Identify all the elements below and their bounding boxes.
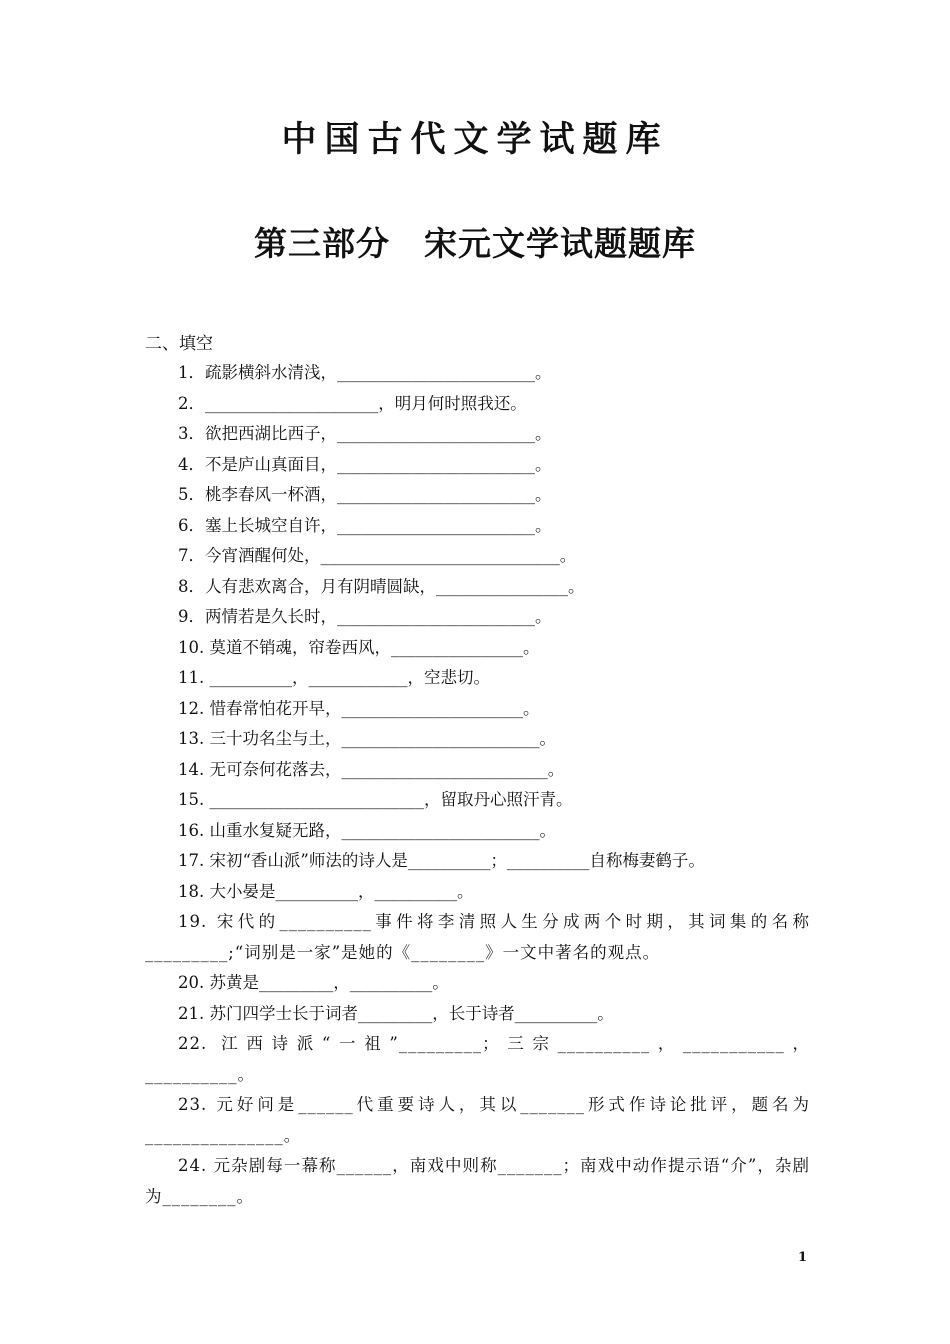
question-item: 4．不是庐山真面目，________________________。 (178, 454, 552, 474)
question-item: 2．_____________________，明月何时照我还。 (178, 393, 527, 413)
question-item: 14. 无可奈何花落去，_________________________。 (178, 759, 565, 779)
question-item: 22. 江西诗派“一祖”_________；三宗__________，___________，__________。 (145, 1034, 810, 1084)
page-number: 1 (798, 1250, 808, 1265)
question-item: 3．欲把西湖比西子，________________________。 (178, 424, 552, 443)
question-item: 5．桃李春风一杯酒，________________________。 (178, 485, 552, 504)
document-subtitle: 第三部分 宋元文学试题题库 (254, 224, 696, 263)
question-item: 12. 惜春常怕花开早，______________________。 (178, 698, 540, 718)
question-item: 8．人有悲欢离合，月有阴晴圆缺，________________。 (178, 576, 585, 596)
question-item: 20. 苏黄是_________，__________。 (178, 973, 449, 992)
question-item: 21. 苏门四学士长于词者_________，长于诗者__________。 (178, 1003, 614, 1023)
question-item: 19. 宋代的__________事件将李清照人生分成两个时期，其词集的名称_________;“词别是一家”是她的《________》一文中著名的观点。 (145, 912, 810, 962)
question-item: 15. __________________________，留取丹心照汗青。 (178, 790, 573, 809)
question-item: 9．两情若是久长时，________________________。 (178, 607, 552, 626)
section-heading: 二、填空 (145, 334, 213, 354)
question-item: 11. __________，____________，空悲切。 (178, 668, 490, 687)
document-title: 中国古代文学试题库 (281, 119, 669, 160)
question-list (145, 358, 810, 1212)
question-item: 1．疏影横斜水清浅，________________________。 (178, 363, 552, 382)
question-item: 17. 宋初“香山派”师法的诗人是__________；__________自称梅妻鹤子。 (178, 851, 705, 870)
question-item: 23. 元好问是______代重要诗人，其以_______形式作诗论批评，题名为_______________。 (145, 1095, 810, 1145)
question-item: 18. 大小晏是__________，__________。 (178, 881, 474, 901)
question-item: 13. 三十功名尘与土，________________________。 (178, 729, 556, 748)
question-item: 6．塞上长城空自许，________________________。 (178, 515, 552, 535)
question-item: 10. 莫道不销魂，帘卷西风，________________。 (178, 637, 540, 657)
question-item: 7．今宵酒醒何处，_____________________________。 (178, 546, 577, 565)
question-item: 24. 元杂剧每一幕称______，南戏中则称_______；南戏中动作提示语“介”，杂剧为________。 (145, 1156, 810, 1206)
question-item: 16. 山重水复疑无路，________________________。 (178, 820, 556, 840)
